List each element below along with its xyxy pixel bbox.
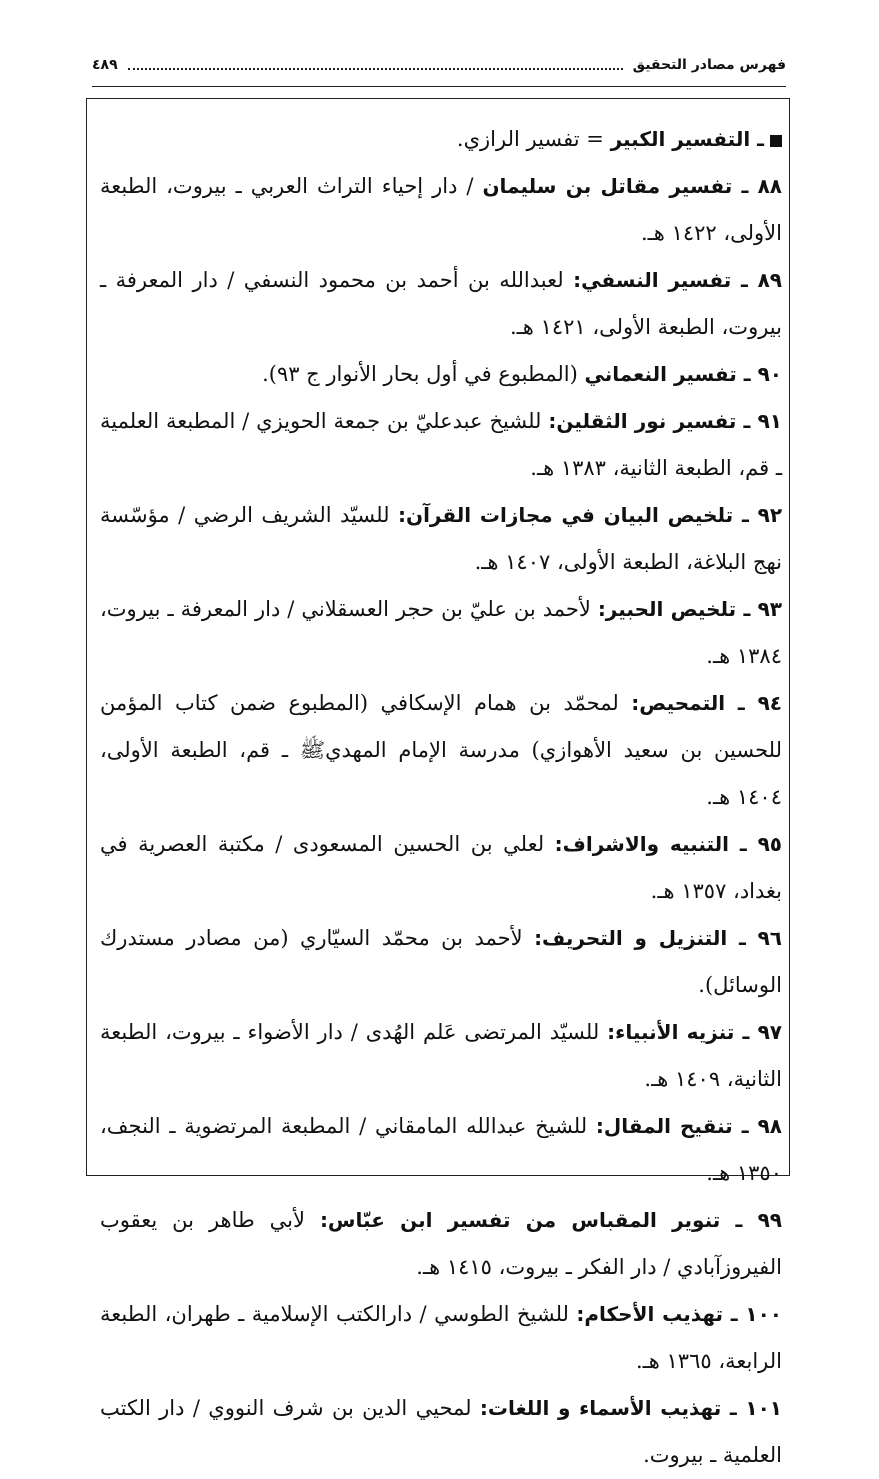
entry-title: تفسير نور الثقلين: <box>548 409 737 433</box>
list-item <box>100 680 782 821</box>
entry-number: ٨٨ ـ <box>732 174 783 198</box>
list-item <box>100 821 782 915</box>
entry-number: ٩٤ ـ <box>725 691 782 715</box>
entry-detail: لعلي بن الحسين المسعودى / مكتبة العصرية في بغداد، ١٣٥٧ هـ. <box>100 832 782 903</box>
list-item <box>100 398 782 492</box>
running-title: فهرس مصادر التحقيق <box>632 57 786 73</box>
list-item <box>100 1385 782 1479</box>
list-item <box>100 163 782 257</box>
list-item <box>100 116 782 163</box>
entry-detail: لأحمد بن محمّد السيّاري (من مصادر مستدرك الوسائل). <box>100 926 782 997</box>
page-number: ٤٨٩ <box>92 57 118 73</box>
list-item <box>100 1009 782 1103</box>
dot-leader <box>128 68 623 70</box>
entry-number: ٩٣ ـ <box>736 597 783 621</box>
entry-detail: لمحمّد بن همام الإسكافي (المطبوع ضمن كتاب المؤمن للحسين بن سعيد الأهوازي) مدرسة الإمام المهديﷺ ـ قم، الطبعة الأولى، ١٤٠٤ هـ. <box>100 691 782 809</box>
entry-title: تنزيه الأنبياء: <box>607 1020 735 1044</box>
entry-number: ٩٩ ـ <box>720 1208 782 1232</box>
header-rule <box>92 86 786 87</box>
list-item <box>100 1197 782 1291</box>
entry-number: ٩٨ ـ <box>732 1114 783 1138</box>
entry-detail: (المطبوع في أول بحار الأنوار ج ٩٣). <box>262 362 585 386</box>
entry-number: ١٠١ ـ <box>721 1396 782 1420</box>
list-item <box>100 1291 782 1385</box>
entry-title: تلخيص البيان في مجازات القرآن: <box>398 503 734 527</box>
entry-detail: للشيخ عبدالله المامقاني / المطبعة المرتضوية ـ النجف، ١٣٥٠ هـ. <box>100 1114 782 1185</box>
entry-detail: للسيّد المرتضى عَلم الهُدى / دار الأضواء ـ بيروت، الطبعة الثانية، ١٤٠٩ هـ. <box>100 1020 782 1091</box>
list-item <box>100 915 782 1009</box>
entry-title: تفسير النسفي: <box>573 268 732 292</box>
list-item <box>100 1103 782 1197</box>
entry-number: ٩٢ ـ <box>733 503 783 527</box>
entry-title: تنقيح المقال: <box>595 1114 733 1138</box>
entry-title: تهذيب الأحكام: <box>576 1302 724 1326</box>
entry-title: تلخيص الحبير: <box>597 597 737 621</box>
bibliography-list <box>100 116 782 1479</box>
entry-title: التنزيل و التحريف: <box>534 926 728 950</box>
entry-number: ٩٦ ـ <box>727 926 782 950</box>
entry-title: تنوير المقباس من تفسير ابن عبّاس: <box>319 1208 721 1232</box>
entry-number: ١٠٠ ـ <box>723 1302 782 1326</box>
list-item <box>100 351 782 398</box>
entry-detail: لأبي طاهر بن يعقوب الفيروزآبادي / دار الفكر ـ بيروت، ١٤١٥ هـ. <box>100 1208 782 1279</box>
square-bullet-icon <box>770 135 782 147</box>
entry-number: ٩٥ ـ <box>729 832 782 856</box>
entry-detail: / دار إحياء التراث العربي ـ بيروت، الطبعة الأولى، ١٤٢٢ هـ. <box>100 174 782 245</box>
entry-title: تهذيب الأسماء و اللغات: <box>479 1396 722 1420</box>
entry-number: ٩٧ ـ <box>734 1020 782 1044</box>
entry-title: التمحيص: <box>631 691 726 715</box>
entry-number: ٩٠ ـ <box>736 362 782 386</box>
entry-title: تفسير مقاتل بن سليمان <box>482 174 733 198</box>
entry-detail: لمحيي الدين بن شرف النووي / دار الكتب العلمية ـ بيروت. <box>100 1396 782 1467</box>
entry-detail: للشيخ عبدعليّ بن جمعة الحويزي / المطبعة العلمية ـ قم، الطبعة الثانية، ١٣٨٣ هـ. <box>100 409 782 480</box>
entry-title: تفسير النعماني <box>584 362 737 386</box>
entry-title: ـ التفسير الكبير <box>610 127 764 151</box>
entry-detail: = تفسير الرازي. <box>456 127 611 151</box>
entry-detail: للسيّد الشريف الرضي / مؤسّسة نهج البلاغة، الطبعة الأولى، ١٤٠٧ هـ. <box>100 503 782 574</box>
list-item <box>100 492 782 586</box>
entry-number: ٩١ ـ <box>736 409 782 433</box>
list-item <box>100 586 782 680</box>
entry-detail: لعبدالله بن أحمد بن محمود النسفي / دار المعرفة ـ بيروت، الطبعة الأولى، ١٤٢١ هـ. <box>100 268 782 339</box>
list-item <box>100 257 782 351</box>
page-header <box>92 50 786 80</box>
entry-detail: للشيخ الطوسي / دارالكتب الإسلامية ـ طهران، الطبعة الرابعة، ١٣٦٥ هـ. <box>100 1302 782 1373</box>
entry-number: ٨٩ ـ <box>731 268 782 292</box>
entry-detail: لأحمد بن عليّ بن حجر العسقلاني / دار المعرفة ـ بيروت، ١٣٨٤ هـ. <box>100 597 782 668</box>
entry-title: التنبيه والاشراف: <box>554 832 730 856</box>
